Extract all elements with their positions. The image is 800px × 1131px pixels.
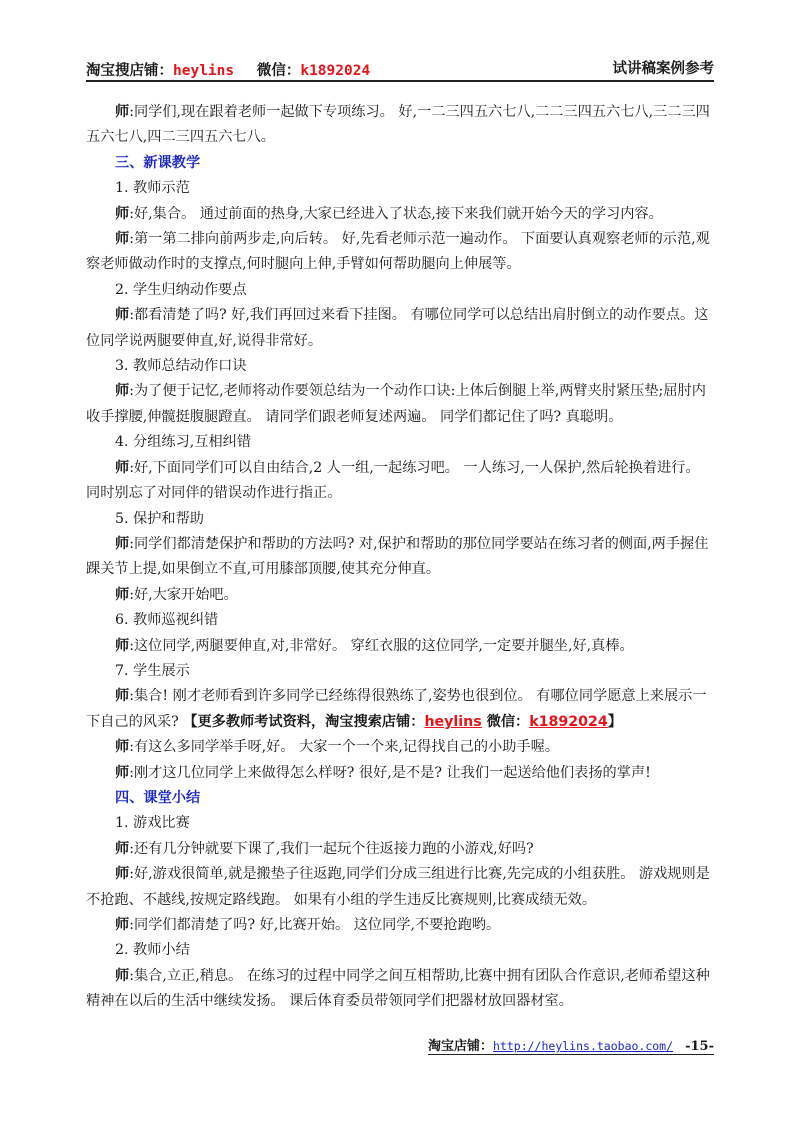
speech-text: :集合! 刚才老师看到许多同学已经练得很熟练了,姿势也很到位。 有哪位同学愿意上来展示一下自己的风采? [86, 688, 707, 730]
promo-note [183, 714, 622, 730]
teacher-line [86, 837, 714, 862]
speaker-label: 师 [115, 104, 130, 120]
step-title [86, 938, 714, 963]
footer-shop-link[interactable]: http://heylins.taobao.com/ [493, 1039, 674, 1053]
step-title-text: 1. 游戏比赛 [115, 815, 190, 832]
speech-text: :好,大家开始吧。 [129, 586, 238, 603]
speaker-label: 师 [115, 586, 130, 603]
speech-text: :第一第二排向前两步走,向后转。 好,先看老师示范一遍动作。 下面要认真观察老师的示范,观察老师做动作时的支撑点,何时腿向上伸,手臂如何帮助腿向上伸展等。 [86, 231, 710, 273]
speech-text: :同学们都清楚保护和帮助的方法吗? 对,保护和帮助的那位同学要站在练习者的侧面,两手握住踝关节上提,如果倒立不直,可用膝部顶腰,使其充分伸直。 [86, 535, 709, 578]
speech-text: :同学们,现在跟着老师一起做下专项练习。 好,一二三四五六七八,二二三四五六七八,三二三四五六七八,四二三四五六七八。 [86, 104, 710, 146]
page-footer [428, 1034, 714, 1055]
header-wechat-label: 微信： [256, 63, 301, 79]
speaker-label: 师 [115, 459, 130, 476]
section-heading [86, 151, 714, 176]
step-title-text: 5. 保护和帮助 [115, 510, 204, 527]
speaker-label: 师 [115, 535, 130, 552]
teacher-line [86, 684, 714, 735]
teacher-line [86, 583, 714, 608]
teacher-line [86, 456, 714, 507]
step-title [86, 430, 714, 455]
header-shop-label: 淘宝搜店铺： [86, 63, 173, 79]
teacher-line [86, 100, 714, 151]
section-heading-text: 四、课堂小结 [115, 789, 201, 806]
speaker-label: 师 [115, 917, 130, 933]
speech-text: :为了便于记忆,老师将动作要领总结为一个动作口诀:上体后倒腿上举,两臂夹肘紧压垫;屈肘内收手撑腰,伸髋挺腹腿蹬直。 请同学们跟老师复述两遍。 同学们都记住了吗? 真聪明。 [86, 383, 706, 425]
teacher-line [86, 303, 714, 354]
step-title [86, 811, 714, 836]
step-title-text: 3. 教师总结动作口诀 [115, 358, 247, 375]
promo-prefix: 【更多教师考试资料，淘宝搜索店铺： [183, 713, 425, 730]
promo-shop-name: heylins [424, 713, 482, 730]
header-doc-type: 试讲稿案例参考 [612, 61, 714, 77]
step-title-text: 1. 教师示范 [115, 180, 190, 197]
section-heading-text: 三、新课教学 [115, 154, 201, 171]
speaker-label: 师 [115, 764, 130, 781]
speaker-label: 师 [115, 866, 130, 883]
footer-shop-label: 淘宝店铺： [428, 1039, 494, 1054]
promo-wechat-label: 微信： [481, 713, 530, 730]
document-body [86, 100, 714, 1015]
step-title [86, 659, 714, 684]
section-heading [86, 786, 714, 811]
step-title [86, 608, 714, 633]
step-title [86, 278, 714, 303]
page-header [86, 56, 714, 82]
speech-text: :好,游戏很简单,就是搬垫子往返跑,同学们分成三组进行比赛,先完成的小组获胜。 游戏规则是不抢跑、不越线,按规定路线跑。 如果有小组的学生违反比赛规则,比赛成绩无效。 [86, 866, 710, 908]
speech-text: :集合,立正,稍息。 在练习的过程中同学之间互相帮助,比赛中拥有团队合作意识,老师希望这种精神在以后的生活中继续发扬。 课后体育委员带领同学们把器材放回器材室。 [86, 967, 710, 1010]
step-title-text: 4. 分组练习,互相纠错 [115, 434, 252, 451]
speech-text: :这位同学,两腿要伸直,对,非常好。 穿红衣服的这位同学,一定要并腿坐,好,真棒。 [129, 637, 634, 654]
speaker-label: 师 [115, 205, 130, 222]
step-title [86, 507, 714, 532]
speaker-label: 师 [115, 637, 130, 654]
speaker-label: 师 [115, 967, 130, 984]
step-title-text: 2. 学生归纳动作要点 [115, 281, 247, 298]
teacher-line [86, 227, 714, 278]
teacher-line [86, 761, 714, 786]
promo-suffix: 】 [607, 713, 622, 730]
teacher-line [86, 202, 714, 227]
step-title [86, 176, 714, 201]
page-number: -15- [685, 1039, 714, 1054]
header-shop-name: heylins [173, 63, 235, 79]
teacher-line [86, 862, 714, 913]
speech-text: :都看清楚了吗? 好,我们再回过来看下挂图。 有哪位同学可以总结出肩肘倒立的动作要点。这位同学说两腿要伸直,好,说得非常好。 [86, 307, 709, 349]
teacher-line [86, 532, 714, 583]
speaker-label: 师 [115, 231, 130, 248]
step-title [86, 354, 714, 379]
promo-wechat-id: k1892024 [529, 713, 608, 730]
speaker-label: 师 [115, 383, 130, 400]
step-title-text: 2. 教师小结 [115, 942, 190, 959]
teacher-line [86, 634, 714, 659]
speech-text: :同学们都清楚了吗? 好,比赛开始。 这位同学,不要抢跑哟。 [129, 917, 501, 933]
step-title-text: 6. 教师巡视纠错 [115, 612, 219, 629]
header-wechat-id: k1892024 [300, 63, 371, 79]
teacher-line [86, 964, 714, 1015]
speaker-label: 师 [115, 688, 130, 705]
speaker-label: 师 [115, 739, 130, 756]
speech-text: :好,集合。 通过前面的热身,大家已经进入了状态,接下来我们就开始今天的学习内容。 [129, 205, 663, 222]
speech-text: :刚才这几位同学上来做得怎么样呀? 很好,是不是? 让我们一起送给他们表扬的掌声! [129, 764, 651, 781]
speaker-label: 师 [115, 840, 130, 857]
speech-text: :有这么多同学举手呀,好。 大家一个一个来,记得找自己的小助手喔。 [129, 739, 559, 756]
speaker-label: 师 [115, 307, 130, 324]
teacher-line [86, 913, 714, 938]
speech-text: :还有几分钟就要下课了,我们一起玩个往返接力跑的小游戏,好吗? [129, 840, 534, 857]
teacher-line [86, 379, 714, 430]
speech-text: :好,下面同学们可以自由结合,2 人一组,一起练习吧。 一人练习,一人保护,然后轮换着进行。 同时别忘了对同伴的错误动作进行指正。 [86, 459, 700, 502]
header-shop-info [86, 59, 370, 80]
step-title-text: 7. 学生展示 [115, 662, 190, 679]
teacher-line [86, 735, 714, 760]
